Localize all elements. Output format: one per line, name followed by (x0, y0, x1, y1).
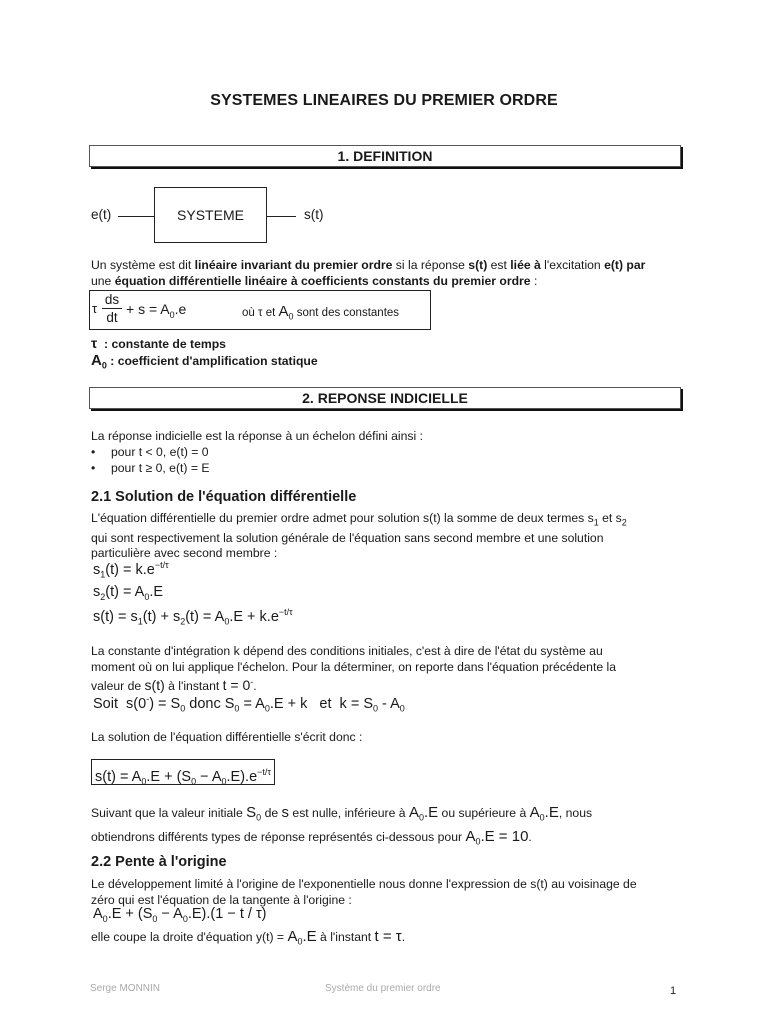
subscript: 0 (264, 703, 270, 714)
text: (t) = A (105, 584, 145, 600)
subscript: 0 (182, 913, 188, 924)
definition-paragraph (91, 258, 691, 289)
emphasis: e(t) par (604, 258, 646, 272)
text: valeur de (91, 679, 145, 694)
text: l'excitation (540, 258, 605, 272)
equation-s1 (93, 560, 169, 580)
subscript: 1 (100, 569, 106, 580)
text: s(t) (144, 677, 165, 694)
text: : (530, 273, 538, 288)
system-block-label: SYSTEME (177, 207, 244, 223)
emphasis: liée à (510, 258, 541, 272)
step-bullets (91, 445, 691, 476)
tangent-equation (93, 906, 267, 924)
differential-equation-box (89, 290, 431, 330)
definition-line-2 (91, 274, 691, 290)
superscript: −t/τ (278, 607, 293, 617)
text: (t) = k.e (105, 561, 155, 578)
text: .E (423, 804, 439, 821)
text: où τ et (242, 307, 279, 319)
text: . (401, 930, 406, 944)
output-arrow-line (266, 216, 296, 217)
subscript: 0 (101, 360, 107, 371)
subscript: 0 (141, 776, 147, 787)
text: .e (174, 301, 187, 317)
text: La constante d'intégration k dépend des conditions initiales, c'est à dire de l'état du système au (91, 644, 603, 658)
text: s(t) = s (93, 608, 138, 625)
text: .E).(1 − t / τ) (187, 906, 267, 922)
text: .E (544, 804, 559, 821)
step-intro: La réponse indicielle est la réponse à un échelon défini ainsi : (91, 429, 423, 443)
input-arrow-line (118, 216, 154, 217)
text: ) = S (149, 695, 181, 712)
text: + s = A (126, 301, 170, 317)
text: Suivant que la valeur initiale (91, 806, 247, 820)
text: .E (149, 584, 164, 600)
text: = A (239, 695, 265, 712)
equation-note (242, 303, 399, 321)
text: s (281, 804, 290, 821)
emphasis: équation différentielle linéaire à coefficients constants du premier ordre (114, 273, 531, 288)
subscript: 0 (169, 309, 175, 320)
text: Un système est dit (91, 258, 195, 272)
text: − A (196, 768, 222, 785)
text: : coefficient d'amplification statique (106, 354, 318, 368)
subscript: 0 (418, 812, 424, 823)
text: A (408, 804, 419, 821)
footer-author: Serge MONNIN (90, 983, 161, 994)
text: (t) = A (185, 608, 225, 625)
text: est nulle, inférieure à (289, 806, 409, 820)
definition-line-1 (91, 258, 691, 274)
section-heading-definition (89, 145, 681, 167)
text: Le développement limité à l'origine de l'exponentielle nous donne l'expression de s(t) au voisinage de (91, 877, 637, 891)
text: .E + (S (107, 906, 153, 922)
text: . (253, 679, 257, 694)
bullet-item (91, 445, 691, 461)
equation-s2 (93, 584, 163, 602)
section-heading-text: 1. DEFINITION (337, 148, 433, 164)
text: s (93, 584, 101, 600)
solution-paragraph (91, 511, 691, 562)
subsection-heading-2-2: 2.2 Pente à l'origine (91, 854, 227, 870)
subscript: 1 (593, 517, 599, 528)
text: ou supérieure à (438, 806, 530, 820)
superscript: −t/τ (154, 560, 169, 570)
text: t = τ (374, 928, 402, 945)
text: .E).e (226, 768, 258, 785)
text: (t) + s (142, 608, 181, 625)
integration-constant-paragraph (91, 644, 691, 695)
superscript: - (250, 677, 254, 687)
text: A (93, 906, 103, 922)
response-types-paragraph (91, 803, 691, 852)
text: L'équation différentielle du premier ordre admet pour solution s(t) la somme de deux termes s (91, 511, 594, 525)
text: : constante de temps (97, 337, 226, 351)
subsection-heading-2-1: 2.1 Solution de l'équation différentielle (91, 489, 357, 505)
text: particulière avec second membre : (91, 546, 278, 561)
bullet-icon: • (91, 460, 96, 475)
text: moment où on lui applique l'échelon. Pour la déterminer, on reporte dans l'équation précédente la (91, 659, 616, 674)
subscript: 1 (137, 616, 143, 627)
subscript: 0 (399, 703, 405, 714)
tau-symbol: τ (91, 335, 98, 351)
text: . (528, 830, 532, 845)
document-title: SYSTEMES LINEAIRES DU PREMIER ORDRE (210, 92, 558, 109)
solution-boxed-equation (91, 759, 275, 785)
text: .E + k et k = S (269, 695, 374, 712)
subscript: 2 (180, 616, 186, 627)
subscript: 0 (475, 836, 481, 847)
text: elle coupe la droite d'équation y(t) = (91, 930, 288, 944)
subscript: 0 (221, 776, 227, 787)
text: qui sont respectivement la solution générale de l'équation sans second membre et une solution (91, 530, 604, 545)
bullet-text: pour t ≥ 0, e(t) = E (111, 460, 210, 475)
emphasis: linéaire invariant du premier ordre (194, 258, 393, 272)
conclusion-text: La solution de l'équation différentielle s'écrit donc : (91, 730, 363, 744)
bullet-text: pour t < 0, e(t) = 0 (111, 445, 209, 459)
text: et s (598, 511, 622, 525)
text: à l'instant (164, 679, 223, 694)
text: A (278, 303, 289, 320)
subscript: 0 (256, 812, 262, 823)
superscript: - (146, 694, 150, 704)
subscript: 0 (297, 936, 303, 947)
text: .E + k.e (229, 608, 279, 625)
text: t = 0 (222, 677, 251, 694)
text: donc S (185, 695, 235, 712)
section-heading-reponse-indicielle (89, 387, 681, 409)
text: A (287, 928, 298, 945)
equation-rhs (126, 301, 186, 320)
tau-symbol: τ (92, 301, 98, 316)
text: .E (302, 928, 317, 945)
subscript: 0 (234, 703, 240, 714)
definition-a0 (91, 352, 318, 370)
section-heading-text: 2. REPONSE INDICIELLE (302, 390, 468, 406)
text: .E = 10 (480, 828, 529, 846)
subscript: 0 (102, 913, 108, 924)
subscript: 0 (288, 311, 294, 322)
subscript: 0 (180, 703, 186, 714)
bullet-icon: • (91, 445, 96, 459)
text: une (91, 273, 115, 288)
subscript: 2 (100, 591, 106, 602)
soit-equation (93, 694, 405, 714)
text: à l'instant (316, 930, 375, 944)
subscript: 0 (373, 703, 379, 714)
emphasis: s(t) (468, 258, 488, 272)
subscript: 0 (152, 913, 158, 924)
definition-tau (91, 335, 226, 351)
intersection-sentence (91, 929, 691, 950)
fraction-numerator: ds (104, 292, 120, 307)
bullet-item (91, 461, 691, 477)
fraction-denominator: dt (102, 308, 122, 326)
text: A (465, 828, 476, 846)
text: s (93, 561, 101, 578)
text: sont des constantes (293, 307, 400, 319)
text: obtiendrons différents types de réponse représentés ci-dessous pour (91, 830, 466, 845)
equation-s-total (93, 607, 293, 627)
subscript: 0 (539, 812, 545, 823)
diagram-output-label: s(t) (304, 207, 324, 222)
text: A (91, 352, 102, 369)
subscript: 0 (144, 591, 150, 602)
text: Soit s(0 (93, 695, 147, 712)
subscript: 0 (191, 776, 197, 787)
text: s(t) = A (95, 768, 142, 785)
text: S (246, 804, 257, 821)
text: de (261, 806, 282, 820)
text: - A (378, 695, 400, 712)
text: si la réponse (392, 258, 469, 272)
superscript: −t/τ (257, 767, 271, 777)
text: − A (157, 906, 183, 922)
footer-subject: Système du premier ordre (325, 983, 441, 994)
system-block (154, 187, 267, 243)
diagram-input-label: e(t) (91, 207, 112, 222)
subscript: 2 (621, 517, 627, 528)
text: A (529, 804, 540, 821)
slope-paragraph (91, 877, 691, 908)
subscript: 0 (224, 616, 230, 627)
text: , nous (558, 806, 593, 820)
fraction (102, 292, 122, 326)
page-number: 1 (670, 985, 677, 997)
text: .E + (S (146, 768, 192, 785)
text: zéro qui est l'équation de la tangente à l'origine : (91, 892, 352, 907)
text: est (487, 258, 511, 272)
